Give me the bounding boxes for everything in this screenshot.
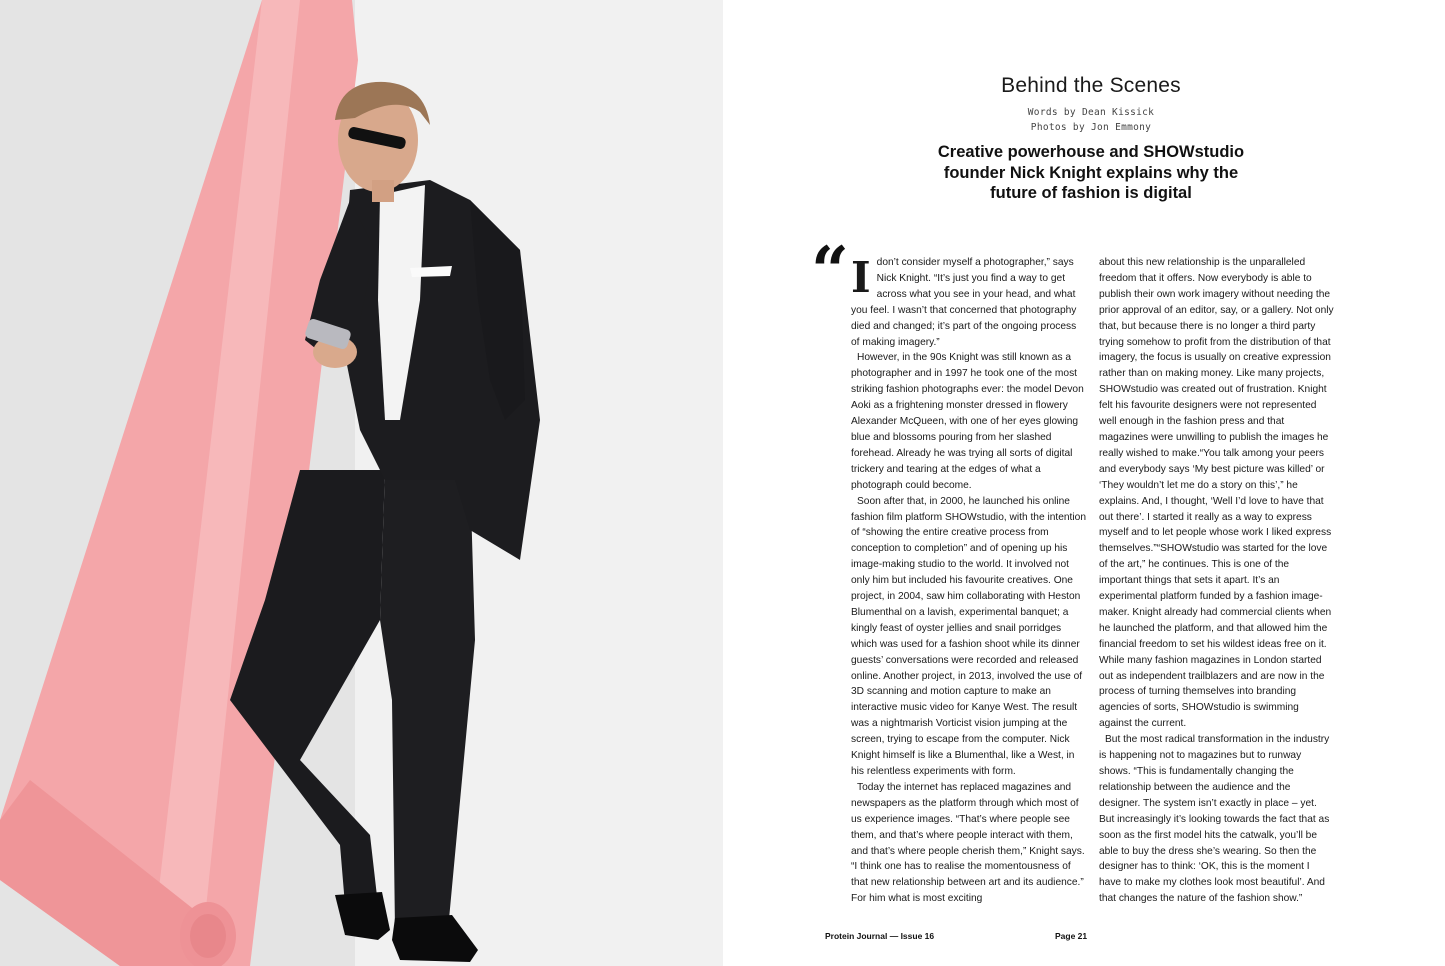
body-column-2 (1099, 255, 1334, 907)
publication-footer: Protein Journal — Issue 16 (825, 931, 935, 941)
body-column-1 (851, 255, 1086, 907)
opening-quote-mark: “ (811, 232, 845, 310)
paragraph: I don’t consider myself a photographer,” says Nick Knight. “It’s just you find a way to get across what you see in your head, and what you feel. I wasn’t that concerned that photography died and changed; it’s part of the ongoing process of making imagery.” (851, 253, 1077, 348)
page-number: Page 21 (1055, 931, 1088, 941)
words-credit: Words by Dean Kissick (1027, 107, 1155, 118)
article-page (723, 0, 1445, 966)
paragraph: Today the internet has replaced magazines and newspapers as the platform through which most of us experience images. “That’s where people see them, and that’s where people interact with them, and that’s where people cherish them,” Knight says. “I think one has to realise the momentousness of that new relationship between art and its audience.” For him what is most exciting (851, 781, 1085, 905)
paragraph: Soon after that, in 2000, he launched his online fashion film platform SHOWstudio, with the intention of “showing the entire creative process from conception to completion” and of opening up his image-making studio to the world. It involved not only him but included his favourite creatives. One project, in 2004, saw him collaborating with Heston Blumenthal on a lavish, experimental banquet; a kingly feast of oyster jellies and snail porridges which was used for a fashion shoot while its dinner guests’ conversations were recorded and released online. Another project, in 2013, involved the use of 3D scanning and motion capture to make an interactive music video for Kanye West. The result was a nightmarish Vorticist vision jumping at the screen, trying to escape from the computer. Nick Knight himself is like a Blumenthal, like a West, in his relentless experiments with form. (851, 495, 1086, 777)
drop-cap: I (851, 253, 871, 302)
paragraph: about this new relationship is the unparalleled freedom that it offers. Now everybody is able to publish their own work imagery without needing the prior approval of an editor, say, or a gallery. Not only that, but because there is no longer a third party trying somehow to profit from the distribution of that imagery, the focus is usually on creative expression rather than on making money. Like many projects, SHOWstudio was created out of frustration. Knight felt his favourite designers were not represented well enough in the fashion press and that magazines were unwilling to publish the images he really wished to make.“You talk among your peers and everybody says ‘My best picture was killed’ or ‘They wouldn’t let me do a story on this’,” he explains. And, I thought, ‘Well I’d love to have that out there’. I started it really as a way to express myself and to let people whose work I liked express themselves.”“SHOWstudio was started for the love of the art,” he continues. This is one of the important things that sets it apart. It’s an experimental platform funded by a fashion image-maker. Knight already had commercial clients when he launched the platform, and that allowed him the financial freedom to set his wildest ideas free on it. While many fashion magazines in London started out as independent trailblazers and are now in the process of turning themselves into branding agencies of sorts, SHOWstudio is swimming against the current. (1099, 257, 1334, 730)
paragraph: But the most radical transformation in the industry is happening not to magazines but to runway shows. “This is fundamentally changing the relationship between the audience and the designer. The system isn’t exactly in place – yet. But increasingly it’s looking towards the fact that as soon as the first model hits the catwalk, you’ll be able to buy the dress she’s wearing. So then the designer has to think: ‘OK, this is the moment I have to make my clothes look most beautiful’. And that changes the nature of the fashion show.” (1099, 734, 1330, 905)
standfirst: Creative powerhouse and SHOWstudio founder Nick Knight explains why the future of fashion is digital (937, 143, 1245, 202)
photos-credit: Photos by Jon Emmony (1030, 122, 1152, 133)
paragraph: However, in the 90s Knight was still known as a photographer and in 1997 he took one of the most striking fashion photographs ever: the model Devon Aoki as a frightening monster dressed in flowery Alexander McQueen, with one of her eyes glowing blue and blossoms pouring from her slashed forehead. Already he was trying all sorts of digital trickery and tearing at the edges of what a photograph could become. (851, 352, 1084, 491)
article-title: Behind the Scenes (1001, 74, 1181, 97)
